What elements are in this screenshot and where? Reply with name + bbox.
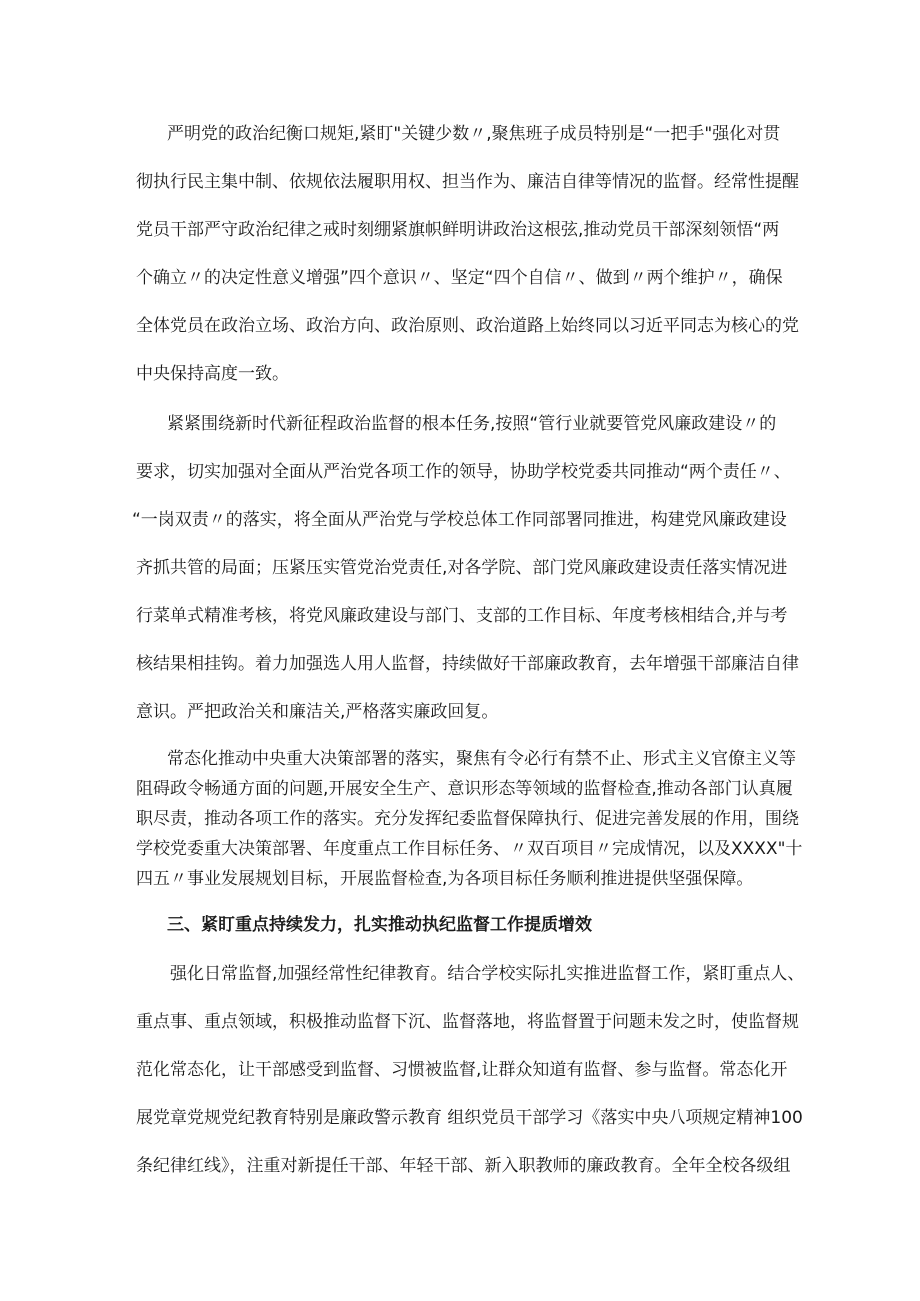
paragraph-2-line-2: 要求，切实加强对全面从严治党各项工作的领导，协助学校党委共同推动“两个责任〃、 (136, 462, 791, 482)
paragraph-2-line-7: 意识。严把政治关和廉洁关,严格落实廉政回复。 (136, 702, 499, 722)
paragraph-1-line-4: 个确立〃的决定性意义增强”四个意识〃、坚定“四个自信〃、做到〃两个维护〃，确保 (136, 268, 783, 288)
paragraph-1-line-5: 全体党员在政治立场、政治方向、政治原则、政治道路上始终同以习近平同志为核心的党 (136, 316, 799, 336)
paragraph-3-line-3: 职尽责，推动各项工作的落实。充分发挥纪委监督保障执行、促进完善发展的作用，围绕 (136, 809, 799, 829)
paragraph-3-line-4: 学校党委重大决策部署、年度重点工作目标任务、〃双百项目〃完成情况，以及XXXX"十 (136, 839, 803, 859)
paragraph-2-line-6: 核结果相挂钩。着力加强选人用人监督，持续做好干部廉政教育，去年增强干部廉洁自律 (136, 654, 799, 674)
paragraph-3-line-1: 常态化推动中央重大决策部署的落实，聚焦有令必行有禁不止、形式主义官僚主义等 (167, 749, 796, 769)
paragraph-2-line-1: 紧紧围绕新时代新征程政治监督的根本任务,按照“管行业就要管党风廉政建设〃的 (167, 414, 777, 434)
paragraph-4-line-4: 展党章党规党纪教育特别是廉政警示教育 组织党员干部学习《落实中央八项规定精神100 (136, 1108, 803, 1128)
paragraph-2-line-5: 行菜单式精准考核，将党风廉政建设与部门、支部的工作目标、年度考核相结合,并与考 (136, 606, 788, 626)
paragraph-3-line-2: 阻碍政令畅通方面的问题,开展安全生产、意识形态等领域的监督检查,推动各部门认真履 (136, 779, 793, 799)
paragraph-4-line-5: 条纪律红线》，注重对新提任干部、年轻干部、新入职教师的廉政教育。全年全校各级组 (136, 1156, 791, 1176)
paragraph-2-line-3: “一岗双责〃的落实，将全面从严治党与学校总体工作同部署同推进，构建党风廉政建设 (132, 510, 787, 530)
paragraph-4-line-2: 重点事、重点领域，积极推动监督下沉、监督落地，将监督置于问题未发之时，使监督规 (136, 1012, 799, 1032)
paragraph-4-line-3: 范化常态化，让干部感受到监督、习惯被监督,让群众知道有监督、参与监督。常态化开 (136, 1060, 788, 1080)
paragraph-1-line-1: 严明党的政治纪衡口规矩,紧盯"关键少数〃,聚焦班子成员特别是“一把手"强化对贯 (167, 124, 781, 144)
section-heading: 三、紧盯重点持续发力，扎实推动执纪监督工作提质增效 (167, 915, 592, 935)
paragraph-1-line-2: 彻执行民主集中制、依规依法履职用权、担当作为、廉洁自律等情况的监督。经常性提醒 (136, 172, 799, 192)
paragraph-3-line-5: 四五〃事业发展规划目标，开展监督检查,为各项目标任务顺利推进提供坚强保障。 (136, 869, 754, 889)
paragraph-2-line-4: 齐抓共管的局面；压紧压实管党治党责任,对各学院、部门党风廉政建设责任落实情况进 (136, 558, 788, 578)
paragraph-1-line-6: 中央保持高度一致。 (136, 364, 289, 384)
paragraph-4-line-1: 强化日常监督,加强经常性纪律教育。结合学校实际扎实推进监督工作，紧盯重点人、 (170, 964, 805, 984)
paragraph-1-line-3: 党员干部严守政治纪律之戒时刻绷紧旗帜鲜明讲政治这根弦,推动党员干部深刻领悟“两 (136, 220, 780, 240)
